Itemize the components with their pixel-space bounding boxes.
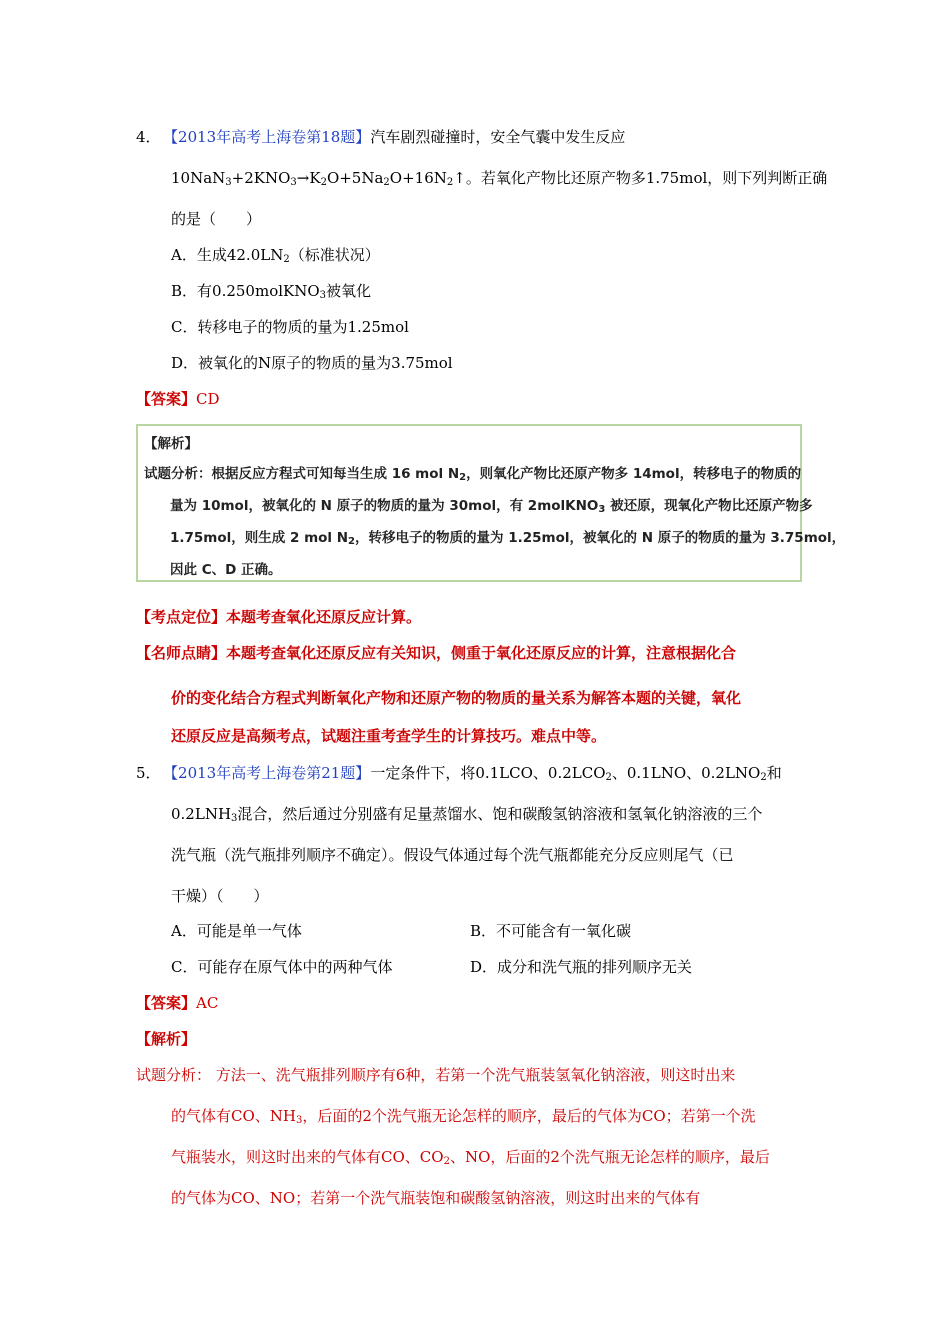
q5-option-b: B．不可能含有一氧化碳 [470,922,632,940]
option-text: A．生成42.0LN [171,246,284,264]
analysis-text: ，转移电子的物质的量为 1.25mol，被氧化的 N 原子的物质的量为 3.75mol， [355,530,846,546]
mingshi-label: 【名师点睛】 [136,644,227,662]
kaodian-text: 本题考查氧化还原反应计算。 [226,608,422,626]
analysis-text: 的气体有CO、NH [171,1107,296,1125]
answer-label: 【答案】 [136,994,197,1012]
stem-text: 0.2LNH [171,805,232,823]
analysis-text: 量为 10mol，被氧化的 N 原子的物质的量为 30mol，有 2molKNO [170,498,599,514]
q4-option-d: D．被氧化的N原子的物质的量为3.75mol [171,354,453,372]
stem-text: 一定条件下，将0.1LCO、0.2LCO [370,764,606,782]
analysis-sub: 3 [598,504,606,515]
analysis-sub: 3 [295,1115,303,1126]
answer-label: 【答案】 [136,390,197,408]
stem-text: 和 [766,764,782,782]
q4-option-a [171,245,380,265]
q4-equation-line [171,168,827,188]
option-text: B．有0.250molKNO [171,282,320,300]
eq-sub: 3 [290,177,297,188]
eq-part: ↑。若氧化产物比还原产物多1.75mol，则下列判断正确 [453,169,828,187]
eq-part: O+5Na [326,169,384,187]
analysis-sub: 2 [348,536,356,547]
analysis-text: 1.75mol，则生成 2 mol N [170,530,349,546]
eq-part: 10NaN [171,169,226,187]
analysis-line-2 [170,494,813,514]
q5-analysis-1: 试题分析： 方法一、洗气瓶排列顺序有6种，若第一个洗气瓶装氢氧化钠溶液，则这时出来 [136,1066,736,1084]
analysis-sub: 2 [459,472,467,483]
eq-sub: 2 [446,177,454,188]
q5-analysis-3 [171,1147,770,1167]
stem-text: 混合，然后通过分别盛有足量蒸馏水、饱和碳酸氢钠溶液和氢氧化钠溶液的三个 [237,805,763,823]
mingshi-text: 本题考查氧化还原反应有关知识，侧重于氧化还原反应的计算，注意根据化合 [226,644,737,662]
q5-source: 【2013年高考上海卷第21题】 [170,764,371,782]
eq-part: →K [296,169,321,187]
q5-analysis-2 [171,1106,756,1126]
q4-mingshi-2: 价的变化结合方程式判断氧化产物和还原产物的物质的量关系为解答本题的关键，氧化 [171,689,742,707]
option-text: 被氧化 [326,282,372,300]
q4-mingshi-3: 还原反应是高频考点，试题注重考查学生的计算技巧。难点中等。 [171,727,607,745]
analysis-text: ，后面的2个洗气瓶无论怎样的顺序，最后的气体为CO；若第一个洗 [302,1107,756,1125]
q4-kaodian [136,607,421,627]
q5-line-1 [136,763,782,783]
eq-part: O+16N [389,169,447,187]
stem-sub: 3 [231,813,238,824]
option-sub: 3 [319,290,327,301]
q4-source: 【2013年高考上海卷第18题】 [170,128,371,146]
analysis-box [136,424,846,582]
q4-option-c: C．转移电子的物质的量为1.25mol [171,318,409,336]
eq-sub: 2 [320,177,327,188]
kaodian-label: 【考点定位】 [136,608,227,626]
eq-part: +2KNO [231,169,291,187]
answer-value: AC [196,994,219,1012]
analysis-text: 、NO，后面的2个洗气瓶无论怎样的顺序，最后 [449,1148,770,1166]
q4-stem-3: 的是（ ） [171,210,262,228]
eq-sub: 3 [225,177,232,188]
q4-line-1 [136,127,625,147]
analysis-text: 被还原，现氧化产物比还原产物多 [605,498,813,514]
answer-value: CD [196,390,220,408]
q5-option-c: C．可能存在原气体中的两种气体 [171,958,393,976]
option-text: （标准状况） [289,246,380,264]
q5-number: 5． [136,764,161,782]
analysis-line-4: 因此 C、D 正确。 [170,562,282,578]
q5-line-3: 洗气瓶（洗气瓶排列顺序不确定）。假设气体通过每个洗气瓶都能充分反应则尾气（已 [171,846,734,864]
analysis-title: 【解析】 [144,436,198,452]
analysis-text: ，则氧化产物比还原产物多 14mol，转移电子的物质的 [466,466,802,482]
q4-number: 4． [136,128,161,146]
analysis-text: 气瓶装水，则这时出来的气体有CO、CO [171,1148,444,1166]
analysis-text: 试题分析：根据反应方程式可知每当生成 16 mol N [144,466,460,482]
q5-line-2 [171,804,762,824]
stem-sub: 2 [760,772,767,783]
eq-sub: 2 [383,177,390,188]
analysis-line-1 [144,462,801,482]
q4-answer [136,389,220,409]
option-sub: 2 [283,254,290,265]
q5-option-a: A．可能是单一气体 [171,922,302,940]
stem-text: 、0.1LNO、0.2LNO [611,764,761,782]
stem-sub: 2 [605,772,612,783]
q5-analysis-4: 的气体为CO、NO；若第一个洗气瓶装饱和碳酸氢钠溶液，则这时出来的气体有 [171,1189,701,1207]
q4-option-b [171,281,371,301]
q4-mingshi-1 [136,643,736,663]
analysis-sub: 2 [443,1156,450,1167]
analysis-line-3 [170,526,845,546]
q4-stem-1: 汽车剧烈碰撞时，安全气囊中发生反应 [370,128,626,146]
q5-answer [136,993,218,1013]
q5-analysis-title: 【解析】 [136,1030,197,1048]
q5-line-4: 干燥）（ ） [171,887,269,905]
q5-option-d: D．成分和洗气瓶的排列顺序无关 [470,958,693,976]
